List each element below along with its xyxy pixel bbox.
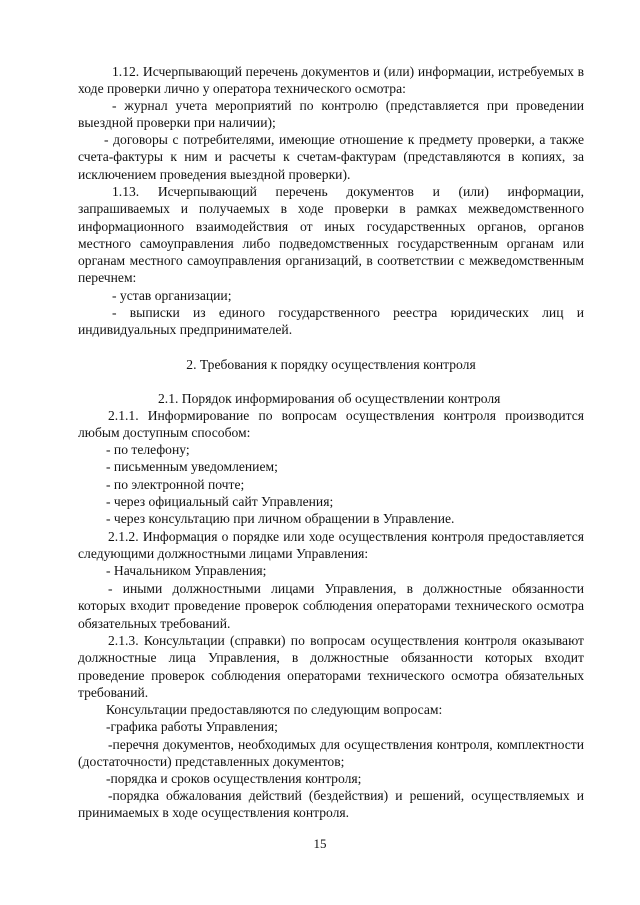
paragraph-1-13-item-charter: - устав организации; [112,288,232,303]
paragraph-2-1-1: 2.1.1. Информирование по вопросам осуществления контроля производится любым доступным способом: [78,408,584,441]
list-item-written-notice: - письменным уведомлением; [106,459,278,474]
paragraph-1-12: 1.12. Исчерпывающий перечень документов и (или) информации, истребуемых в ходе проверки лично у оператора технического осмотра: [78,64,584,97]
paragraph-2-1-2: 2.1.2. Информация о порядке или ходе осуществления контроля предоставляется следующими должностными лицами Управления: [78,529,584,562]
question-terms: -порядка и сроков осуществления контроля; [106,771,362,786]
list-item-head: - Начальником Управления; [106,563,267,578]
list-item-personal-visit: - через консультацию при личном обращении в Управление. [106,511,455,526]
question-appeal: -порядка обжалования действий (бездействия) и решений, осуществляемых и принимаемых в ходе осуществления контроля. [78,788,584,821]
paragraph-1-12-item-contracts: - договоры с потребителями, имеющие отношение к предмету проверки, а также счета-фактуры к ним и расчеты к счетам-фактурам (представляются в копиях, за исключением проведения выездной проверки). [78,132,584,182]
page-number: 15 [313,836,327,851]
list-item-phone: - по телефону; [106,442,190,457]
section-2-heading: 2. Требования к порядку осуществления контроля [186,357,476,372]
paragraph-1-13-item-extracts: - выписки из единого государственного реестра юридических лиц и индивидуальных предпринимателей. [78,305,584,338]
paragraph-2-1-3: 2.1.3. Консультации (справки) по вопросам осуществления контроля оказывают должностные лица Управления, в должностные обязанности которых входит проведение проверок соблюдения операторами технического осмотра обязательных требований. [78,633,584,700]
list-item-other-officials: - иными должностными лицами Управления, в должностные обязанности которых входит проведение проверок соблюдения операторами технического осмотра обязательных требований. [78,581,584,631]
list-item-email: - по электронной почте; [106,477,245,492]
paragraph-1-12-item-journal: - журнал учета мероприятий по контролю (представляется при проведении выездной проверки при наличии); [78,98,584,131]
subsection-2-1-heading: 2.1. Порядок информирования об осуществлении контроля [158,391,501,406]
paragraph-consult-intro: Консультации предоставляются по следующим вопросам: [106,702,443,717]
list-item-website: - через официальный сайт Управления; [106,494,334,509]
question-schedule: -графика работы Управления; [106,719,278,734]
question-documents: -перечня документов, необходимых для осуществления контроля, комплектности (достаточности) представленных документов; [78,737,584,770]
paragraph-1-13: 1.13. Исчерпывающий перечень документов и (или) информации, запрашиваемых и получаемых в ходе проверки в рамках межведомственного информационного взаимодействия от иных государственных органов, органов местного самоуправления либо подведомственных государственным органам или органам местного самоуправления организаций, в соответствии с межведомственным перечнем: [78,184,584,286]
